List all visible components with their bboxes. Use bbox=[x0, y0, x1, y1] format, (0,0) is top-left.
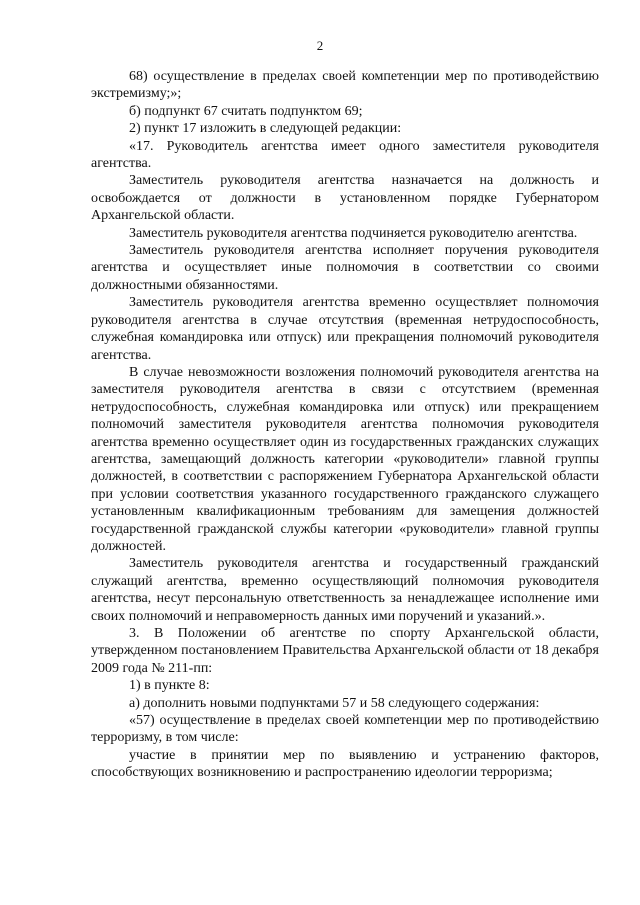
paragraph: Заместитель руководителя агентства временно осуществляет полномочия руководителя агентства в случае отсутствия (временная нетрудоспособность, служебная командировка или отпуск) или прекращения полномочий руководителя агентства. bbox=[91, 295, 599, 363]
paragraph: Заместитель руководителя агентства назначается на должность и освобождается от должности в установленном порядке Губернатором Архангельской области. bbox=[91, 173, 599, 224]
paragraph: 1) в пункте 8: bbox=[129, 678, 210, 694]
paragraph: б) подпункт 67 считать подпунктом 69; bbox=[129, 103, 363, 119]
document-body bbox=[91, 68, 599, 782]
page-number: 2 bbox=[316, 38, 324, 53]
paragraph: Заместитель руководителя агентства и государственный гражданский служащий агентства, временно осуществляющий полномочия руководителя агентства, несут персональную ответственность за ненадлежащее исполнение ими своих полномочий и неправомерность данных ими поручений и указаний.». bbox=[91, 556, 599, 624]
paragraph: 68) осуществление в пределах своей компетенции мер по противодействию экстремизму;»; bbox=[91, 69, 599, 102]
paragraph: а) дополнить новыми подпунктами 57 и 58 следующего содержания: bbox=[129, 695, 540, 711]
paragraph: Заместитель руководителя агентства исполняет поручения руководителя агентства и осуществляет иные полномочия в соответствии со своими должностными обязанностями. bbox=[91, 243, 599, 293]
paragraph: В случае невозможности возложения полномочий руководителя агентства на заместителя руководителя агентства в связи с отсутствием (временная нетрудоспособность, служебная командировка или отпуск) или прекращением полномочий заместителя руководителя агентства полномочия руководителя агентства временно осуществляет один из государственных гражданских служащих агентства, замещающий должность категории «руководители» главной группы должностей, в соответствии с распоряжением Губернатора Архангельской области при условии соответствия указанного государственного гражданского служащего установленным квалификационным требованиям для замещения должностей государственной гражданской службы категории «руководители» главной группы должностей. bbox=[91, 364, 599, 554]
paragraph: «17. Руководитель агентства имеет одного заместителя руководителя агентства. bbox=[91, 138, 599, 172]
paragraph: участие в принятии мер по выявлению и устранению факторов, способствующих возникновению и распространению идеологии терроризма; bbox=[91, 747, 599, 781]
paragraph: 3. В Положении об агентстве по спорту Архангельской области, утвержденном постановлением Правительства Архангельской области от 18 декабря 2009 года № 211-пп: bbox=[91, 626, 599, 676]
paragraph: Заместитель руководителя агентства подчиняется руководителю агентства. bbox=[129, 225, 578, 241]
paragraph: «57) осуществление в пределах своей компетенции мер по противодействию терроризму, в том числе: bbox=[91, 713, 599, 746]
paragraph: 2) пункт 17 изложить в следующей редакции: bbox=[129, 121, 402, 137]
